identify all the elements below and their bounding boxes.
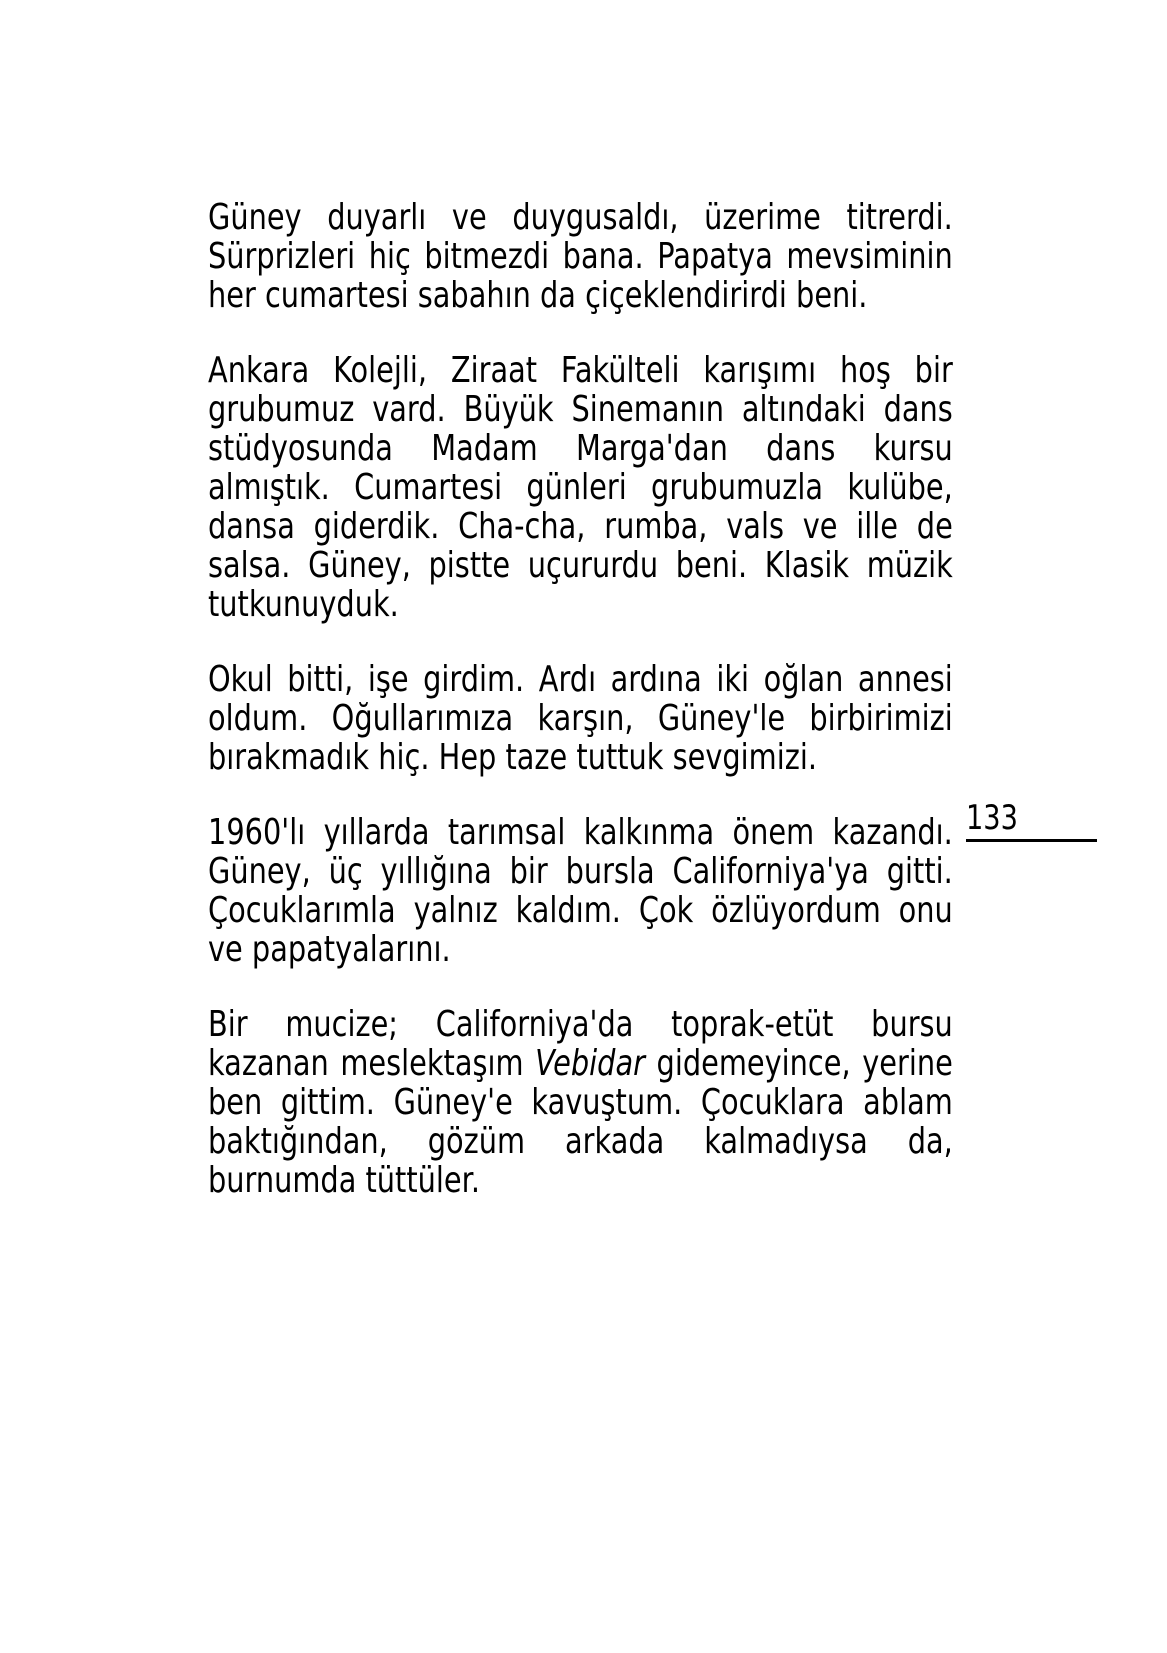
paragraph — [208, 660, 953, 777]
paragraph-text: gidemeyince, yerine ben gittim. Güney'e kavuştum. Çocuklara ablam baktığından, gözüm arkada kalmadıysa da, burnumda tüttüler. — [208, 1043, 953, 1201]
paragraph — [208, 198, 953, 315]
paragraph-text: Ankara Kolejli, Ziraat Fakülteli karışımı hoş bir grubumuz vard. Büyük Sinemanın altındaki dans stüdyosunda Madam Marga'dan dans kursu almıştık. Cumartesi günleri grubumuzla kulübe, dansa giderdik. Cha-cha, rumba, vals ve ille de salsa. Güney, pistte uçururdu beni. Klasik müzik tutkunuyduk. — [208, 350, 953, 625]
paragraph — [208, 351, 953, 624]
text-column — [208, 198, 953, 1200]
paragraph-text: 1960'lı yıllarda tarımsal kalkınma önem kazandı. Güney, üç yıllığına bir bursla Californiya'ya gitti. Çocuklarımla yalnız kaldım. Çok özlüyordum onu ve papatyalarını. — [208, 812, 953, 970]
paragraph-text: Güney duyarlı ve duygusaldı, üzerime titrerdi. Sürprizleri hiç bitmezdi bana. Papatya mevsiminin her cumartesi sabahın da çiçeklendirirdi beni. — [208, 197, 953, 316]
paragraph — [208, 1005, 953, 1200]
paragraph-text: Bir mucize; Californiya'da toprak-etüt bursu kazanan meslektaşım — [208, 1004, 953, 1084]
paragraph — [208, 813, 953, 969]
paragraph-text: Okul bitti, işe girdim. Ardı ardına iki oğlan annesi oldum. Oğullarımıza karşın, Güney'le birbirimizi bırakmadık hiç. Hep taze tuttuk sevgimizi. — [208, 659, 953, 778]
page-number: 133 — [966, 798, 1018, 838]
page-number-block — [966, 798, 1097, 842]
paragraph-text-italic: Vebidar — [535, 1043, 645, 1084]
